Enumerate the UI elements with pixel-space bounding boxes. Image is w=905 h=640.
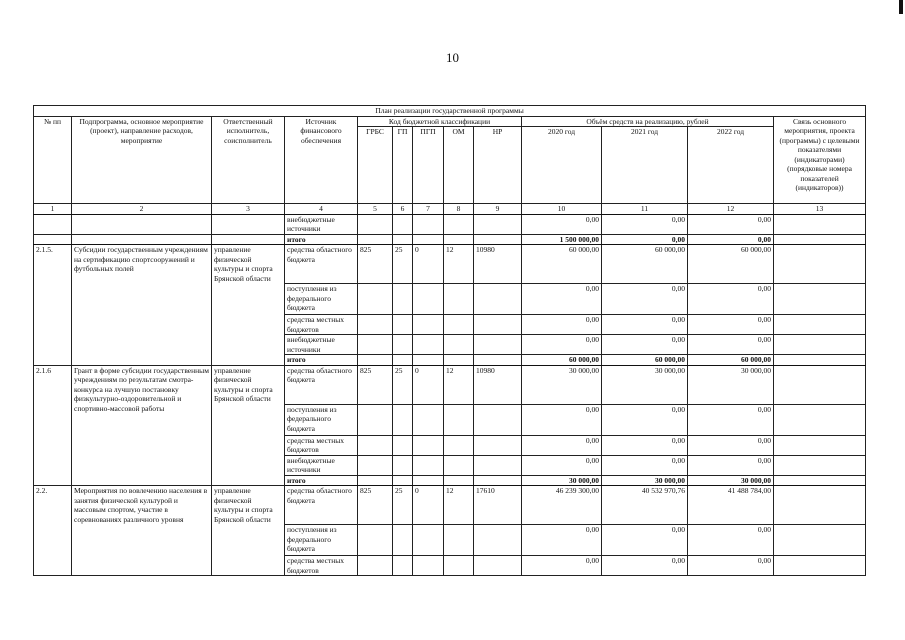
amount-y2022: 0,00 xyxy=(688,455,774,475)
amount-y2021: 0,00 xyxy=(602,455,688,475)
source-cell: средства областного бюджета xyxy=(285,486,358,525)
column-number: 9 xyxy=(474,204,522,215)
code-cell xyxy=(393,455,413,475)
code-cell xyxy=(358,284,393,315)
measure-name: Грант в форме субсидии государственным учреждениям по результатам смотра-конкурса на лучшую постановку физкультурно-оздоровительной и спортивно-массовой работы xyxy=(72,365,212,486)
header-y2020: 2020 год xyxy=(522,127,602,204)
code-cell xyxy=(444,404,474,435)
header-y2022: 2022 год xyxy=(688,127,774,204)
amount-y2021: 0,00 xyxy=(602,284,688,315)
code-cell xyxy=(393,335,413,355)
source-cell: внебюджетные источники xyxy=(285,214,358,234)
code-cell xyxy=(444,355,474,366)
link-cell xyxy=(774,486,866,525)
link-cell xyxy=(774,234,866,245)
amount-y2021: 0,00 xyxy=(602,315,688,335)
link-cell xyxy=(774,404,866,435)
code-grbs: 825 xyxy=(358,486,393,525)
code-cell xyxy=(358,335,393,355)
scan-edge-mark xyxy=(899,0,903,14)
amount-y2021: 60 000,00 xyxy=(602,245,688,284)
amount-y2020: 60 000,00 xyxy=(522,245,602,284)
link-cell xyxy=(774,435,866,455)
header-executor: Ответственный исполнитель, соисполнитель xyxy=(212,116,285,204)
code-cell xyxy=(444,435,474,455)
code-cell xyxy=(444,335,474,355)
amount-y2022: 0,00 xyxy=(688,335,774,355)
source-cell: средства местных бюджетов xyxy=(285,435,358,455)
amount-y2021: 0,00 xyxy=(602,335,688,355)
amount-y2022: 0,00 xyxy=(688,525,774,556)
code-nr: 10980 xyxy=(474,245,522,284)
code-cell xyxy=(474,525,522,556)
table-row xyxy=(34,234,866,245)
amount-y2021: 30 000,00 xyxy=(602,365,688,404)
measure-name: Субсидии государственным учреждениям на сертификацию спортсооружений и футбольных полей xyxy=(72,245,212,366)
amount-y2022: 30 000,00 xyxy=(688,365,774,404)
amount-y2021: 0,00 xyxy=(602,525,688,556)
header-pgp: ПГП xyxy=(413,127,444,204)
page-number: 10 xyxy=(446,50,459,65)
table-row xyxy=(34,245,866,284)
code-cell xyxy=(444,234,474,245)
row-number: 2.1.6 xyxy=(34,365,72,486)
amount-y2022: 60 000,00 xyxy=(688,355,774,366)
code-cell xyxy=(413,284,444,315)
amount-y2022: 60 000,00 xyxy=(688,245,774,284)
code-cell xyxy=(358,435,393,455)
source-cell: средства местных бюджетов xyxy=(285,556,358,576)
amount-y2021: 0,00 xyxy=(602,214,688,234)
code-gp: 25 xyxy=(393,245,413,284)
code-cell xyxy=(393,475,413,486)
code-cell xyxy=(413,355,444,366)
header-source: Источник финансового обеспечения xyxy=(285,116,358,204)
code-cell xyxy=(358,315,393,335)
amount-y2020: 0,00 xyxy=(522,525,602,556)
link-cell xyxy=(774,475,866,486)
code-cell xyxy=(444,525,474,556)
amount-y2020: 30 000,00 xyxy=(522,365,602,404)
code-cell xyxy=(474,234,522,245)
header-subprogram: Подпрограмма, основное мероприятие (проект), направление расходов, мероприятие xyxy=(72,116,212,204)
column-number: 10 xyxy=(522,204,602,215)
code-grbs: 825 xyxy=(358,245,393,284)
header-link: Связь основного мероприятия, проекта (программы) с целевыми показателями (индикаторами) (порядковые номера показателей (индикаторов)) xyxy=(774,116,866,204)
table-row xyxy=(34,486,866,525)
code-cell xyxy=(413,214,444,234)
amount-y2021: 0,00 xyxy=(602,234,688,245)
amount-y2022: 0,00 xyxy=(688,315,774,335)
amount-y2022: 0,00 xyxy=(688,404,774,435)
header-nr: НР xyxy=(474,127,522,204)
row-number: 2.1.5. xyxy=(34,245,72,366)
header-num: № пп xyxy=(34,116,72,204)
amount-y2022: 0,00 xyxy=(688,556,774,576)
column-number: 13 xyxy=(774,204,866,215)
column-number: 6 xyxy=(393,204,413,215)
link-cell xyxy=(774,214,866,234)
source-cell: средства местных бюджетов xyxy=(285,315,358,335)
code-cell xyxy=(413,475,444,486)
amount-y2022: 41 488 784,00 xyxy=(688,486,774,525)
empty-cell xyxy=(34,234,72,245)
code-cell xyxy=(474,435,522,455)
code-cell xyxy=(474,556,522,576)
code-nr: 17610 xyxy=(474,486,522,525)
amount-y2021: 0,00 xyxy=(602,435,688,455)
code-om: 12 xyxy=(444,245,474,284)
code-gp: 25 xyxy=(393,486,413,525)
code-cell xyxy=(413,525,444,556)
code-cell xyxy=(444,455,474,475)
code-cell xyxy=(413,315,444,335)
code-cell xyxy=(413,435,444,455)
amount-y2022: 0,00 xyxy=(688,234,774,245)
code-cell xyxy=(474,214,522,234)
column-number: 12 xyxy=(688,204,774,215)
code-cell xyxy=(358,404,393,435)
amount-y2021: 0,00 xyxy=(602,556,688,576)
amount-y2022: 0,00 xyxy=(688,435,774,455)
amount-y2020: 30 000,00 xyxy=(522,475,602,486)
column-number: 2 xyxy=(72,204,212,215)
code-cell xyxy=(358,475,393,486)
empty-cell xyxy=(34,214,72,234)
code-cell xyxy=(413,556,444,576)
link-cell xyxy=(774,245,866,284)
source-cell: средства областного бюджета xyxy=(285,365,358,404)
amount-y2020: 46 239 300,00 xyxy=(522,486,602,525)
table-row xyxy=(34,214,866,234)
executor-name: управление физической культуры и спорта Брянской области xyxy=(212,245,285,366)
empty-cell xyxy=(212,214,285,234)
code-cell xyxy=(358,234,393,245)
link-cell xyxy=(774,284,866,315)
code-cell xyxy=(413,335,444,355)
amount-y2022: 30 000,00 xyxy=(688,475,774,486)
amount-y2020: 0,00 xyxy=(522,455,602,475)
code-pgp: 0 xyxy=(413,486,444,525)
link-cell xyxy=(774,365,866,404)
code-cell xyxy=(393,355,413,366)
row-number: 2.2. xyxy=(34,486,72,576)
code-cell xyxy=(358,455,393,475)
code-pgp: 0 xyxy=(413,365,444,404)
amount-y2020: 0,00 xyxy=(522,214,602,234)
code-cell xyxy=(393,404,413,435)
source-cell: итого xyxy=(285,234,358,245)
code-cell xyxy=(393,234,413,245)
link-cell xyxy=(774,556,866,576)
measure-name: Мероприятия по вовлечению населения в занятия физической культурой и массовым спортом, участие в соревнованиях различного уровня xyxy=(72,486,212,576)
amount-y2022: 0,00 xyxy=(688,284,774,315)
code-cell xyxy=(358,556,393,576)
link-cell xyxy=(774,455,866,475)
code-pgp: 0 xyxy=(413,245,444,284)
code-cell xyxy=(474,355,522,366)
code-cell xyxy=(393,525,413,556)
source-cell: поступления из федерального бюджета xyxy=(285,404,358,435)
executor-name: управление физической культуры и спорта Брянской области xyxy=(212,365,285,486)
source-cell: внебюджетные источники xyxy=(285,455,358,475)
empty-cell xyxy=(72,234,212,245)
code-cell xyxy=(474,284,522,315)
code-cell xyxy=(358,355,393,366)
link-cell xyxy=(774,525,866,556)
code-cell xyxy=(413,404,444,435)
code-cell xyxy=(474,455,522,475)
code-cell xyxy=(444,556,474,576)
amount-y2020: 0,00 xyxy=(522,404,602,435)
code-grbs: 825 xyxy=(358,365,393,404)
column-number: 7 xyxy=(413,204,444,215)
header-y2021: 2021 год xyxy=(602,127,688,204)
code-nr: 10980 xyxy=(474,365,522,404)
source-cell: итого xyxy=(285,355,358,366)
code-cell xyxy=(413,234,444,245)
amount-y2020: 60 000,00 xyxy=(522,355,602,366)
link-cell xyxy=(774,335,866,355)
amount-y2021: 40 532 970,76 xyxy=(602,486,688,525)
code-cell xyxy=(413,455,444,475)
code-om: 12 xyxy=(444,486,474,525)
code-cell xyxy=(393,214,413,234)
column-number: 5 xyxy=(358,204,393,215)
code-cell xyxy=(393,556,413,576)
empty-cell xyxy=(212,234,285,245)
amount-y2022: 0,00 xyxy=(688,214,774,234)
code-cell xyxy=(474,335,522,355)
header-volume: Объём средств на реализацию, рублей xyxy=(522,116,774,127)
source-cell: внебюджетные источники xyxy=(285,335,358,355)
empty-cell xyxy=(72,214,212,234)
code-cell xyxy=(393,435,413,455)
source-cell: поступления из федерального бюджета xyxy=(285,525,358,556)
amount-y2021: 60 000,00 xyxy=(602,355,688,366)
code-cell xyxy=(474,475,522,486)
amount-y2020: 0,00 xyxy=(522,556,602,576)
plan-table xyxy=(33,105,866,576)
table-row xyxy=(34,365,866,404)
table-body xyxy=(34,106,866,576)
code-cell xyxy=(474,315,522,335)
link-cell xyxy=(774,355,866,366)
amount-y2020: 1 500 000,00 xyxy=(522,234,602,245)
amount-y2020: 0,00 xyxy=(522,435,602,455)
code-cell xyxy=(358,214,393,234)
column-number: 11 xyxy=(602,204,688,215)
amount-y2021: 0,00 xyxy=(602,404,688,435)
source-cell: итого xyxy=(285,475,358,486)
code-cell xyxy=(444,315,474,335)
code-om: 12 xyxy=(444,365,474,404)
column-numbers-row xyxy=(34,204,866,215)
amount-y2020: 0,00 xyxy=(522,315,602,335)
column-number: 4 xyxy=(285,204,358,215)
header-om: ОМ xyxy=(444,127,474,204)
column-number: 1 xyxy=(34,204,72,215)
code-cell xyxy=(393,284,413,315)
header-budget-code: Код бюджетной классификации xyxy=(358,116,522,127)
code-cell xyxy=(444,214,474,234)
amount-y2020: 0,00 xyxy=(522,335,602,355)
table-title: План реализации государственной программы xyxy=(34,106,866,117)
header-gp: ГП xyxy=(393,127,413,204)
amount-y2021: 30 000,00 xyxy=(602,475,688,486)
column-number: 8 xyxy=(444,204,474,215)
amount-y2020: 0,00 xyxy=(522,284,602,315)
executor-name: управление физической культуры и спорта Брянской области xyxy=(212,486,285,576)
column-number: 3 xyxy=(212,204,285,215)
link-cell xyxy=(774,315,866,335)
code-gp: 25 xyxy=(393,365,413,404)
header-grbs: ГРБС xyxy=(358,127,393,204)
code-cell xyxy=(393,315,413,335)
code-cell xyxy=(358,525,393,556)
code-cell xyxy=(444,284,474,315)
code-cell xyxy=(444,475,474,486)
source-cell: средства областного бюджета xyxy=(285,245,358,284)
source-cell: поступления из федерального бюджета xyxy=(285,284,358,315)
code-cell xyxy=(474,404,522,435)
